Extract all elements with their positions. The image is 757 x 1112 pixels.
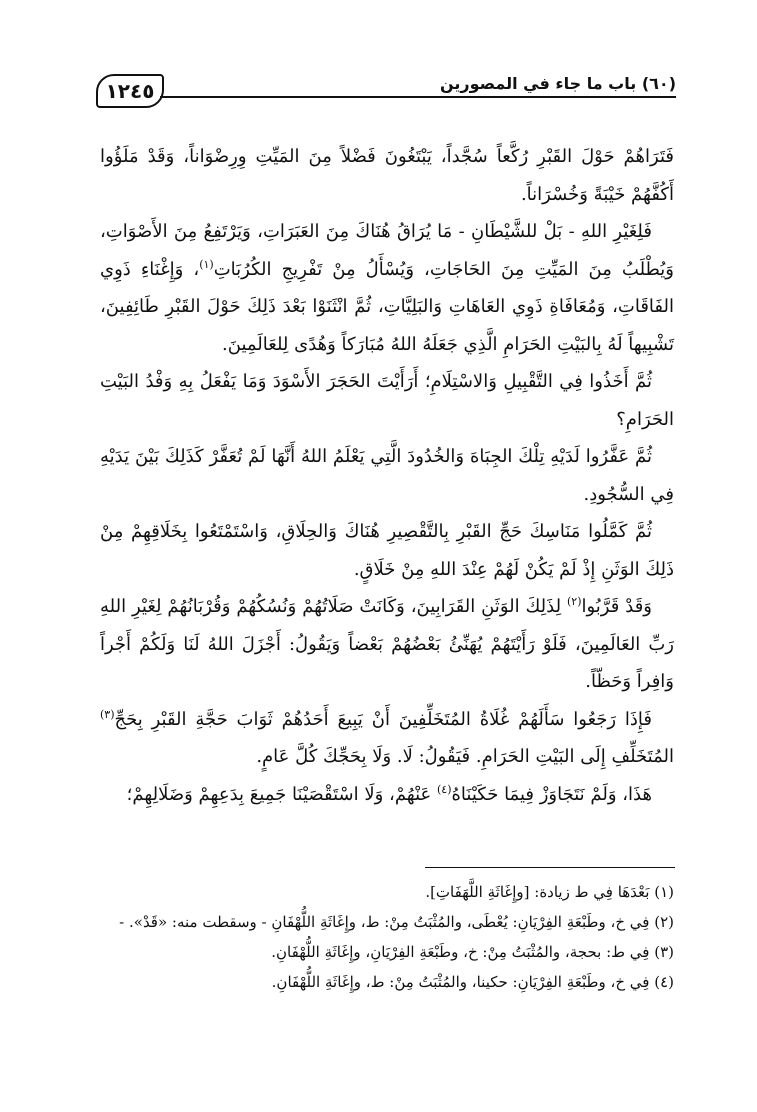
footnote: (٢) فِي خ، وطَبْعَةِ الفِرْيَانِ: يُعْطَى، والمُثْبَتُ مِنْ: ط، وإِغَاثَةِ اللُّهْفَانِ - وسقطت منه: «قَدْ». - [119, 913, 674, 931]
footnote: (٣) فِي ط: بحجة، والمُثْبَتُ مِنْ: خ، وطَبْعَةِ الفِرْيَانِ، وإِغَاثَةِ اللُّهْفَانِ. [271, 943, 674, 961]
footnote: (٤) فِي خ، وطَبْعَةِ الفِرْيَانِ: حكينا، والمُثْبَتُ مِنْ: ط، وإِغَاثَةِ اللُّهْفَانِ. [271, 973, 674, 991]
chapter-title: (٦٠) باب ما جاء في المصورين [439, 74, 676, 93]
page-header [96, 70, 676, 112]
paragraph: وَقَدْ قَرَّبُوا$^{(٢)}$ لِذَلِكَ الوَثَنِ القَرَابِينَ، وَكَانَتْ صَلَاتُهُمْ وَنُسُكُهُمْ وَقُرْبَانُهُمْ لِغَيْرِ اللهِ رَبِّ العَالَمِينَ، فَلَوْ رَأَيْتَهُمْ يُهَنِّئُ بَعْضُهُمْ بَعْضاً وَيَقُولُ: أَجْزَلَ اللهُ لَنَا وَلَكُمْ أَجْراً وَافِراً وَحَظّاً. [100, 595, 674, 692]
paragraph: هَذَا، وَلَمْ نَتَجَاوَزْ فِيمَا حَكَيْنَاهُ$^{(٤)}$ عَنْهُمْ، وَلَا اسْتَقْصَيْنَا جَمِيعَ بِدَعِهِمْ وَضَلَالِهِمْ؛ [126, 782, 652, 805]
paragraph: ثُمَّ عَفَّرُوا لَدَيْهِ تِلْكَ الجِبَاهَ وَالخُدُودَ الَّتِي يَعْلَمُ اللهُ أَنَّهَا لَمْ تُعَفَّرْ كَذَلِكَ بَيْنَ يَدَيْهِ فِي السُّجُودِ. [100, 446, 674, 505]
footnote-ref: (٣) [100, 707, 115, 721]
footnote-ref: (٤) [436, 782, 452, 796]
paragraph: فَتَرَاهُمْ حَوْلَ القَبْرِ رُكَّعاً سُجَّداً، يَبْتَغُونَ فَضْلاً مِنَ المَيِّتِ وِرِضْوَاناً، وَقَدْ مَلَؤُوا أَكُفَّهُمْ خَيْبَةً وَخُسْرَاناً. [100, 146, 674, 205]
header-rule [160, 96, 676, 98]
footnotes [100, 877, 674, 997]
footnote-separator [425, 867, 675, 868]
paragraph: ثُمَّ كَمَّلُوا مَنَاسِكَ حَجِّ القَبْرِ بِالتَّقْصِيرِ هُنَاكَ وَالحِلَاقِ، وَاسْتَمْتَعُوا بِخَلَاقِهِمْ مِنْ ذَلِكَ الوَثَنِ إِذْ لَمْ يَكُنْ لَهُمْ عِنْدَ اللهِ مِنْ خَلَاقٍ. [100, 521, 674, 580]
page-number: ١٢٤٥ [96, 74, 164, 108]
paragraph: ثُمَّ أَخَذُوا فِي التَّقْبِيلِ وَالاسْتِلَامِ؛ أَرَأَيْتَ الحَجَرَ الأَسْوَدَ وَمَا يَفْعَلُ بِهِ وَفْدُ البَيْتِ الحَرَامِ؟ [100, 371, 674, 430]
footnote: (١) بَعْدَهَا فِي ط زيادة: [وإِغَاثَةِ اللَّهَفَاتِ]. [425, 883, 674, 901]
footnote-ref: (١) [199, 257, 214, 271]
paragraph: فَإِذَا رَجَعُوا سَأَلَهُمْ غُلَاةُ المُتَخَلِّفِينَ أَنْ يَبِيعَ أَحَدُهُمْ ثَوَابَ حَجَّةِ القَبْرِ بِحَجِّ$^{(٣)}$ المُتَخَلِّفِ إِلَى البَيْتِ الحَرَامِ. فَيَقُولُ: لَا. وَلَا بِحَجِّكَ كُلَّ عَامٍ. [100, 707, 674, 767]
paragraph: فَلِغَيْرِ اللهِ - بَلْ للشَّيْطَانِ - مَا يُرَاقُ هُنَاكَ مِنَ العَبَرَاتِ، وَيَرْتَفِعُ مِنَ الأَصْوَاتِ، وَيُطْلَبُ مِنَ المَيِّتِ مِنَ الحَاجَاتِ، وَيُسْأَلُ مِنْ تَفْرِيجِ الكُرُبَاتِ$^{(١)}$، وَإِغْنَاءِ ذَوِي الفَاقَاتِ، وَمُعَافَاةِ ذَوِي العَاهَاتِ وَالبَلِيَّاتِ، ثُمَّ انْثَنَوْا بَعْدَ ذَلِكَ حَوْلَ القَبْرِ طَائِفِينَ، تَشْبِيهاً لَهُ بِالبَيْتِ الحَرَامِ الَّذِي جَعَلَهُ اللهُ مُبَارَكاً وَهُدًى لِلعَالَمِينَ. [100, 221, 674, 355]
footnote-ref: (٢) [566, 595, 582, 608]
body-text [100, 138, 674, 813]
